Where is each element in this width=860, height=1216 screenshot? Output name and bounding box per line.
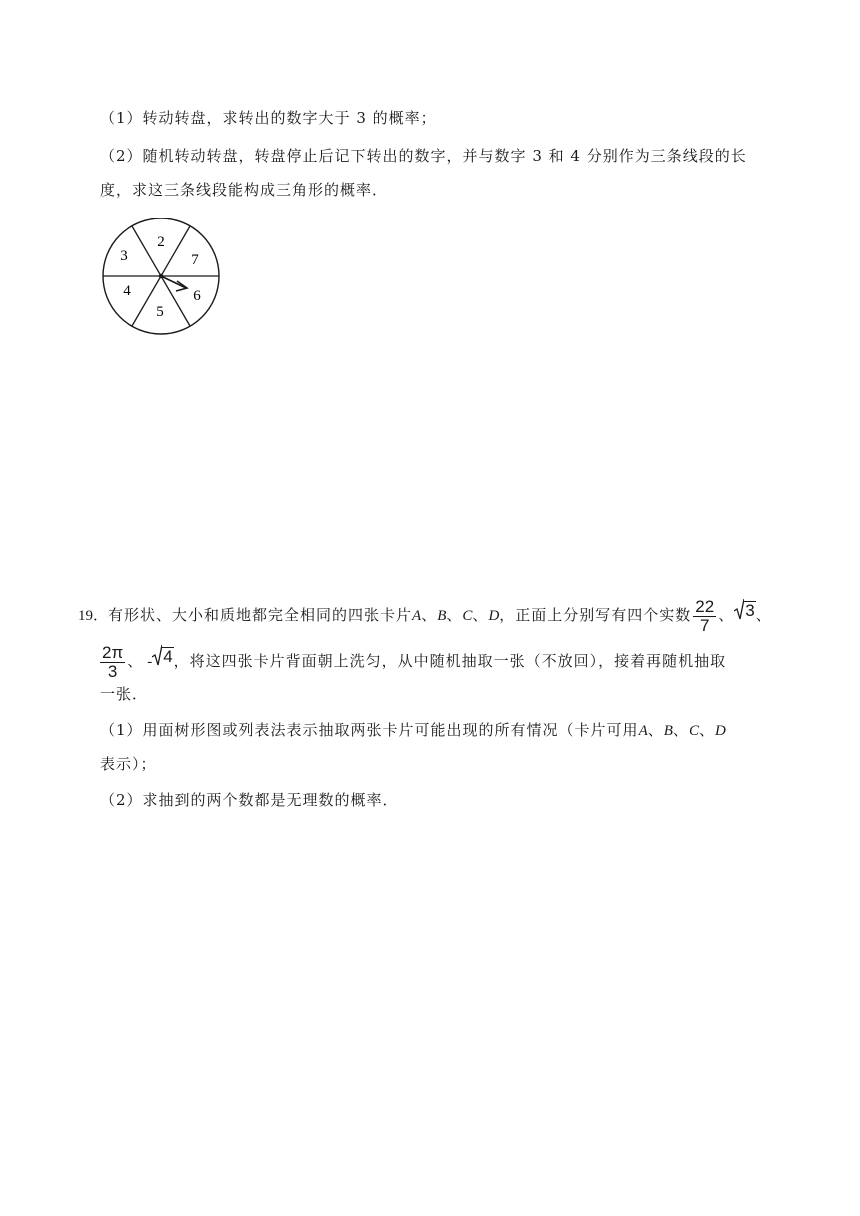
q19-line2: $\frac{2\pi}{3}$ 、 - 4 ，将这四张卡片背面朝上洗匀，从中随机抽取一张（不放回），接着再随机抽取	[102, 642, 727, 681]
spinner-sector-label: 7	[191, 252, 199, 268]
question-number: 19．	[78, 608, 109, 624]
spinner-figure	[98, 218, 228, 338]
sqrt-4: 4	[152, 644, 173, 666]
spinner-sector-label: 3	[120, 248, 128, 264]
spinner-center	[159, 274, 163, 278]
q19-part2: （2）求抽到的两个数都是无理数的概率．	[100, 791, 399, 809]
spinner-sector-label: 2	[157, 234, 165, 250]
q19-part1-line1: （1）用面树形图或列表法表示抽取两张卡片可能出现的所有情况（卡片可用A、B、C、D	[100, 721, 726, 739]
q19-part1-line2: 表示）；	[100, 755, 157, 773]
q19-line1: 19．有形状、大小和质地都完全相同的四张卡片A、B、C、D，正面上分别写有四个实数 $\frac{22}{7}$ 、 3 、	[78, 596, 772, 635]
q18-part2-line2: 度，求这三条线段能构成三角形的概率．	[100, 181, 389, 199]
fraction-22-7: $\frac{22}{7}$	[695, 596, 715, 635]
spinner-sector-label: 5	[156, 304, 164, 320]
spinner-sector-label: 6	[193, 288, 201, 304]
sqrt-3: 3	[734, 598, 755, 620]
spinner-sector-label: 4	[123, 283, 131, 299]
q18-part2-line1: （2）随机转动转盘，转盘停止后记下转出的数字，并与数字 3 和 4 分别作为三条线段的长	[100, 147, 747, 165]
q18-part1: （1）转动转盘，求转出的数字大于 3 的概率；	[100, 109, 437, 127]
fraction-2pi-3: $\frac{2\pi}{3}$	[102, 642, 124, 681]
q19-line3: 一张．	[100, 685, 149, 703]
